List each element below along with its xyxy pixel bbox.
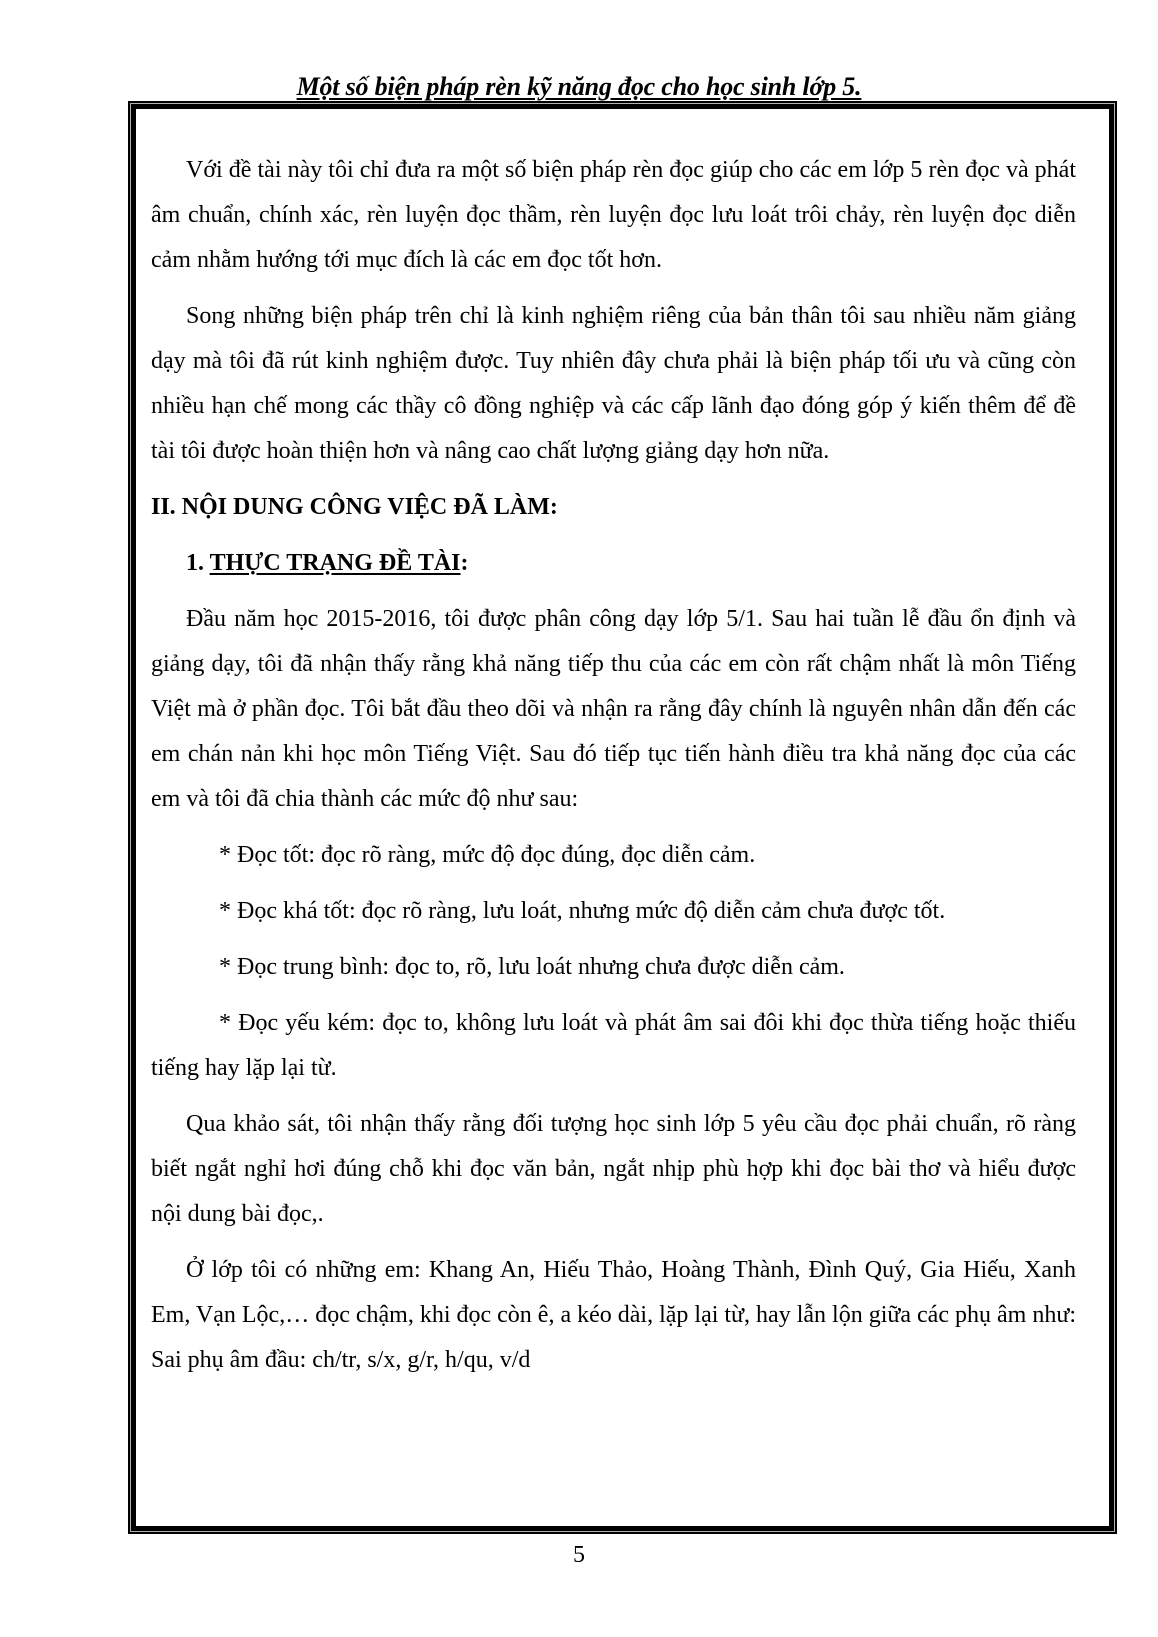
section-heading: II. NỘI DUNG CÔNG VIỆC ĐÃ LÀM: (151, 494, 558, 520)
subsection-number: 1. (186, 550, 204, 576)
document-body (151, 148, 1076, 1383)
header-title-text: Một số biện pháp rèn kỹ năng đọc cho học sinh lớp 5. (296, 72, 862, 101)
paragraph-situation: Đầu năm học 2015-2016, tôi được phân công dạy lớp 5/1. Sau hai tuần lễ đầu ổn định và giảng dạy, tôi đã nhận thấy rằng khả năng tiếp thu của các em còn rất chậm nhất là môn Tiếng Việt mà ở phần đọc. Tôi bắt đầu theo dõi và nhận ra rằng đây chính là nguyên nhân dẫn đến các em chán nản khi học môn Tiếng Việt. Sau đó tiếp tục tiến hành điều tra khả năng đọc của các em và tôi đã chia thành các mức độ như sau: (151, 606, 1076, 812)
subsection-title: THỰC TRẠNG ĐỀ TÀI (209, 550, 461, 576)
level-item-fairly-good: * Đọc khá tốt: đọc rõ ràng, lưu loát, nhưng mức độ diễn cảm chưa được tốt. (219, 898, 946, 924)
paragraph-survey: Qua khảo sát, tôi nhận thấy rằng đối tượng học sinh lớp 5 yêu cầu đọc phải chuẩn, rõ ràng biết ngắt nghỉ hơi đúng chỗ khi đọc văn bản, ngắt nhịp phù hợp khi đọc bài thơ và hiểu được nội dung bài đọc,. (151, 1111, 1076, 1227)
subsection-heading (151, 541, 1076, 586)
level-item-weak: * Đọc yếu kém: đọc to, không lưu loát và phát âm sai đôi khi đọc thừa tiếng hoặc thiếu tiếng hay lặp lại từ. (151, 1010, 1076, 1081)
level-item-good: * Đọc tốt: đọc rõ ràng, mức độ đọc đúng, đọc diễn cảm. (219, 842, 756, 868)
level-item-average: * Đọc trung bình: đọc to, rõ, lưu loát nhưng chưa được diễn cảm. (219, 954, 845, 980)
paragraph-intro-scope: Với đề tài này tôi chỉ đưa ra một số biện pháp rèn đọc giúp cho các em lớp 5 rèn đọc và phát âm chuẩn, chính xác, rèn luyện đọc thầm, rèn luyện đọc lưu loát trôi chảy, rèn luyện đọc diễn cảm nhằm hướng tới mục đích là các em đọc tốt hơn. (151, 157, 1076, 273)
page-header-title (0, 72, 1158, 102)
paragraph-intro-experience: Song những biện pháp trên chỉ là kinh nghiệm riêng của bản thân tôi sau nhiều năm giảng dạy mà tôi đã rút kinh nghiệm được. Tuy nhiên đây chưa phải là biện pháp tối ưu và cũng còn nhiều hạn chế mong các thầy cô đồng nghiệp và các cấp lãnh đạo đóng góp ý kiến thêm để đề tài tôi được hoàn thiện hơn và nâng cao chất lượng giảng dạy hơn nữa. (151, 303, 1076, 464)
subsection-suffix: : (460, 550, 469, 576)
page-number: 5 (573, 1542, 585, 1568)
paragraph-students: Ở lớp tôi có những em: Khang An, Hiếu Thảo, Hoàng Thành, Đình Quý, Gia Hiếu, Xanh Em, Vạn Lộc,… đọc chậm, khi đọc còn ê, a kéo dài, lặp lại từ, hay lẫn lộn giữa các phụ âm như: Sai phụ âm đầu: ch/tr, s/x, g/r, h/qu, v/d (151, 1257, 1076, 1373)
